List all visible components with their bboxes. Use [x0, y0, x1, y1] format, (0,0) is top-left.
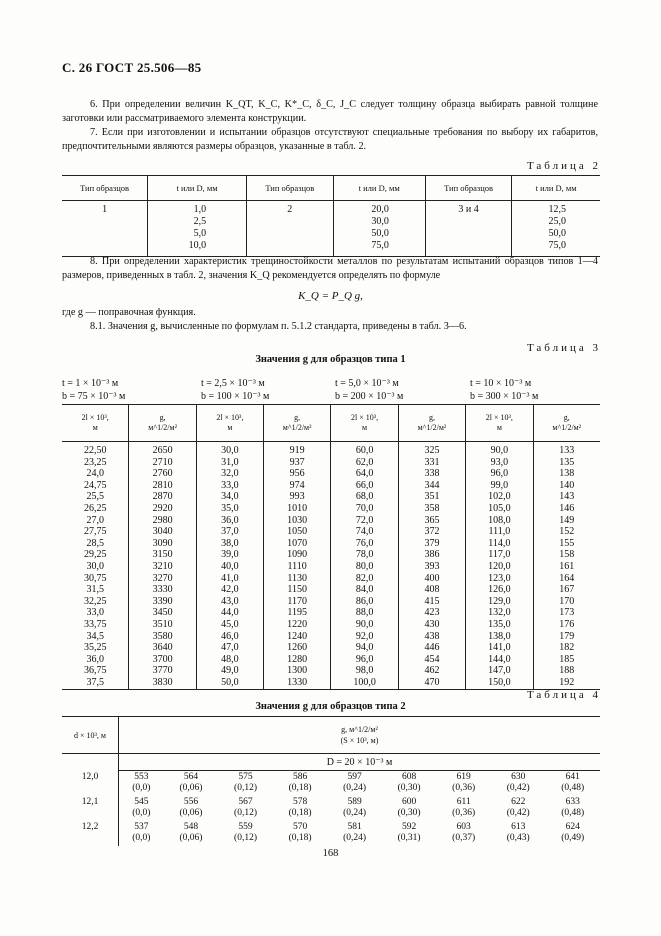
- page-number: 168: [322, 848, 339, 859]
- table2-cell-sizes: 12,5 25,0 50,0 75,0: [512, 201, 600, 257]
- table4-cell: [164, 821, 219, 846]
- table4-cell: [218, 771, 273, 797]
- table3-col-l4: 90,0 93,0 96,0 99,0 102,0 105,0 108,0 111,0 114,0 117,0 120,0 123,0 126,0 129,0 132,0 135,0 138,0 141,0 144,0 147,0 150,0: [466, 442, 533, 690]
- table4-cell: [164, 771, 219, 797]
- table2-cell-type: 3 и 4: [425, 201, 511, 257]
- table4-cell: [273, 821, 328, 846]
- s-value: (0,49): [561, 833, 585, 843]
- table2-cell-type: 2: [247, 201, 333, 257]
- paragraph-7: [62, 126, 598, 154]
- table2-header-type: Тип образцов: [62, 176, 148, 201]
- g-value: 559: [238, 822, 253, 832]
- table4-cell: [382, 796, 437, 821]
- paragraph-6: [62, 98, 598, 126]
- g-value: 641: [565, 772, 580, 782]
- paragraph-8: [62, 255, 598, 283]
- table4-cell: [436, 796, 491, 821]
- group-t: t = 2,5 × 10⁻³ м: [201, 378, 265, 389]
- table4-header-g: [119, 717, 601, 754]
- s-value: (0,18): [288, 783, 312, 793]
- s-value: (0,06): [179, 833, 203, 843]
- paragraph-6-text: 6. При определении величин K_QT, K_C, K*_C, δ_C, J_C следует толщину образца выбирать равной толщине заготовки или рассматриваемого элемента конструкции.: [62, 99, 598, 124]
- group-t: t = 5,0 × 10⁻³ м: [335, 378, 399, 389]
- table-3: [62, 404, 600, 690]
- g-value: 570: [292, 822, 308, 832]
- table3-col-l3: 60,0 62,0 64,0 66,0 68,0 70,0 72,0 74,0 76,0 78,0 80,0 82,0 84,0 86,0 88,0 90,0 92,0 94,0 96,0 98,0 100,0: [331, 442, 398, 690]
- s-value: (0,0): [132, 808, 151, 818]
- s-value: (0,0): [132, 783, 151, 793]
- g-value: 630: [511, 772, 526, 782]
- table4-header-d: d × 10³, м: [62, 717, 119, 754]
- table3-col-g3: 325 331 338 344 351 358 365 372 379 386 393 400 408 415 423 430 438 446 454 462 470: [398, 442, 465, 690]
- table3-header-l: 2l × 10³, м: [196, 405, 263, 442]
- table4-cell: [491, 796, 546, 821]
- g-value: 575: [238, 772, 253, 782]
- table3-header-g: g, м^1/2/м²: [533, 405, 600, 442]
- g-value: 624: [565, 822, 580, 832]
- group-b: b = 75 × 10⁻³ м: [62, 391, 126, 402]
- s-value: (0,24): [343, 833, 367, 843]
- paragraph-g: где g — поправочная функция.: [62, 307, 196, 318]
- g-value: 564: [183, 772, 199, 782]
- table3-header-l: 2l × 10³, м: [466, 405, 533, 442]
- table4-empty-cell: [62, 754, 119, 771]
- g-value: 586: [292, 772, 308, 782]
- g-value: 553: [134, 772, 149, 782]
- table3-col-g4: 133 135 138 140 143 146 149 152 155 158 161 164 167 170 173 176 179 182 185 188 192: [533, 442, 600, 690]
- s-value: (0,18): [288, 808, 312, 818]
- group-t: t = 1 × 10⁻³ м: [62, 378, 119, 389]
- page-header: С. 26 ГОСТ 25.506—85: [62, 60, 202, 75]
- table2-cell-type: 1: [62, 201, 148, 257]
- table3-group-2: [201, 377, 335, 403]
- table2-header-size: t или D, мм: [333, 176, 425, 201]
- table3-caption: Таблица 3: [526, 342, 601, 354]
- table4-subheader: D = 20 × 10⁻³ м: [119, 754, 601, 771]
- g-value: 581: [347, 822, 362, 832]
- table3-col-l1: 22,50 23,25 24,0 24,75 25,5 26,25 27,0 27,75 28,5 29,25 30,0 30,75 31,5 32,25 33,0 33,75 34,5 35,25 36,0 36,75 37,5: [62, 442, 129, 690]
- table2-header-type: Тип образцов: [247, 176, 333, 201]
- table3-header-g: g, м^1/2/м²: [129, 405, 196, 442]
- table3-col-g2: 919 937 956 974 993 1010 1030 1050 1070 1090 1110 1130 1150 1170 1195 1220 1240 1260 1280 1300 1330: [263, 442, 330, 690]
- table4-cell: [327, 771, 382, 797]
- s-value: (0,0): [132, 833, 151, 843]
- table4-cell: [273, 771, 328, 797]
- group-b: b = 200 × 10⁻³ м: [335, 391, 404, 402]
- g-value: 619: [456, 772, 471, 782]
- table4-cell: [436, 771, 491, 797]
- s-value: (0,30): [397, 808, 421, 818]
- s-value: (0,18): [288, 833, 312, 843]
- s-value: (0,12): [234, 808, 257, 818]
- table4-cell: [273, 796, 328, 821]
- s-value: (0,37): [452, 833, 476, 843]
- s-value: (0,48): [561, 783, 585, 793]
- table2-header-type: Тип образцов: [425, 176, 511, 201]
- table3-header-g: g, м^1/2/м²: [398, 405, 465, 442]
- paragraph-8-1: [62, 320, 598, 334]
- table4-cell: [491, 771, 546, 797]
- table3-group-1: [62, 377, 196, 403]
- table3-header-l: 2l × 10³, м: [331, 405, 398, 442]
- g-value: 603: [456, 822, 471, 832]
- table3-header-g: g, м^1/2/м²: [263, 405, 330, 442]
- table4-cell: [327, 821, 382, 846]
- table3-col-g1: 2650 2710 2760 2810 2870 2920 2980 3040 3090 3150 3210 3270 3330 3390 3450 3510 3580 3640 3700 3770 3830: [129, 442, 196, 690]
- table4-d: 12,1: [62, 796, 119, 821]
- s-value: (0,42): [506, 783, 530, 793]
- table4-cell: [119, 796, 164, 821]
- table3-header-l: 2l × 10³, м: [62, 405, 129, 442]
- table4-cell: [119, 771, 164, 797]
- g-value: 537: [134, 822, 149, 832]
- s-value: (0,12): [234, 783, 257, 793]
- g-value: 578: [292, 797, 308, 807]
- s-value: (0,06): [179, 808, 203, 818]
- table4-cell: [382, 771, 437, 797]
- table4-cell: [382, 821, 437, 846]
- g-value: 613: [511, 822, 526, 832]
- table2-header-size: t или D, мм: [512, 176, 600, 201]
- s-value: (0,24): [343, 808, 367, 818]
- s-value: (0,42): [506, 808, 530, 818]
- table3-group-3: [335, 377, 469, 403]
- table4-cell: [327, 796, 382, 821]
- table3-col-l2: 30,0 31,0 32,0 33,0 34,0 35,0 36,0 37,0 38,0 39,0 40,0 41,0 42,0 43,0 44,0 45,0 46,0 47,0 48,0 49,0 50,0: [196, 442, 263, 690]
- paragraph-8-1-text: 8.1. Значения g, вычисленные по формулам п. 5.1.2 стандарта, приведены в табл. 3—6.: [90, 321, 467, 332]
- s-value: (0,43): [506, 833, 530, 843]
- s-value: (0,31): [397, 833, 421, 843]
- s-value: (0,36): [452, 783, 476, 793]
- s-value: (0,12): [234, 833, 257, 843]
- formula: K_Q = P_Q g,: [298, 290, 363, 302]
- g-value: 597: [347, 772, 362, 782]
- table-4: [62, 716, 600, 846]
- table4-cell: [545, 796, 600, 821]
- table4-cell: [436, 821, 491, 846]
- group-b: b = 300 × 10⁻³ м: [470, 391, 539, 402]
- table4-d: 12,0: [62, 771, 119, 797]
- table2-header-size: t или D, мм: [148, 176, 247, 201]
- paragraph-8-text: 8. При определении характеристик трещиностойкости металлов по результатам испытаний образцов типов 1—4 размеров, приведенных в табл. 2, значения K_Q рекомендуется определять по формуле: [62, 256, 598, 281]
- g-value: 600: [402, 797, 417, 807]
- table4-cell: [545, 771, 600, 797]
- table3-group-4: [470, 377, 604, 403]
- table4-caption: Таблица 4: [526, 689, 601, 701]
- s-value: (0,36): [452, 808, 476, 818]
- table4-cell: [164, 796, 219, 821]
- g-value: 589: [347, 797, 362, 807]
- g-value: 545: [134, 797, 149, 807]
- table3-title: Значения g для образцов типа 1: [255, 354, 406, 365]
- s-value: (0,30): [397, 783, 421, 793]
- table2-cell-sizes: 1,0 2,5 5,0 10,0: [148, 201, 247, 257]
- table4-title: Значения g для образцов типа 2: [255, 701, 406, 712]
- s-value: (0,06): [179, 783, 203, 793]
- table4-cell: [218, 821, 273, 846]
- g-value: 556: [183, 797, 199, 807]
- g-value: 592: [402, 822, 417, 832]
- s-value: (0,24): [343, 783, 367, 793]
- g-value: 633: [565, 797, 580, 807]
- g-value: 548: [183, 822, 199, 832]
- paragraph-7-text: 7. Если при изготовлении и испытании образцов отсутствуют специальные требования по выбору их габаритов, предпочтительными являются размеры образцов, указанные в табл. 2.: [62, 127, 598, 152]
- table4-cell: [491, 821, 546, 846]
- g-value: 622: [511, 797, 526, 807]
- table4-d: 12,2: [62, 821, 119, 846]
- table2-cell-sizes: 20,0 30,0 50,0 75,0: [333, 201, 425, 257]
- table-2: [62, 175, 600, 257]
- group-b: b = 100 × 10⁻³ м: [201, 391, 270, 402]
- g-value: 567: [238, 797, 253, 807]
- table4-cell: [119, 821, 164, 846]
- table4-header-s: (S × 10³, м): [340, 736, 379, 745]
- table4-cell: [545, 821, 600, 846]
- g-value: 611: [456, 797, 471, 807]
- table4-cell: [218, 796, 273, 821]
- table4-header-g-units: g, м^1/2/м²: [341, 725, 378, 734]
- group-t: t = 10 × 10⁻³ м: [470, 378, 532, 389]
- table2-caption: Таблица 2: [526, 160, 601, 172]
- s-value: (0,48): [561, 808, 585, 818]
- g-value: 608: [402, 772, 417, 782]
